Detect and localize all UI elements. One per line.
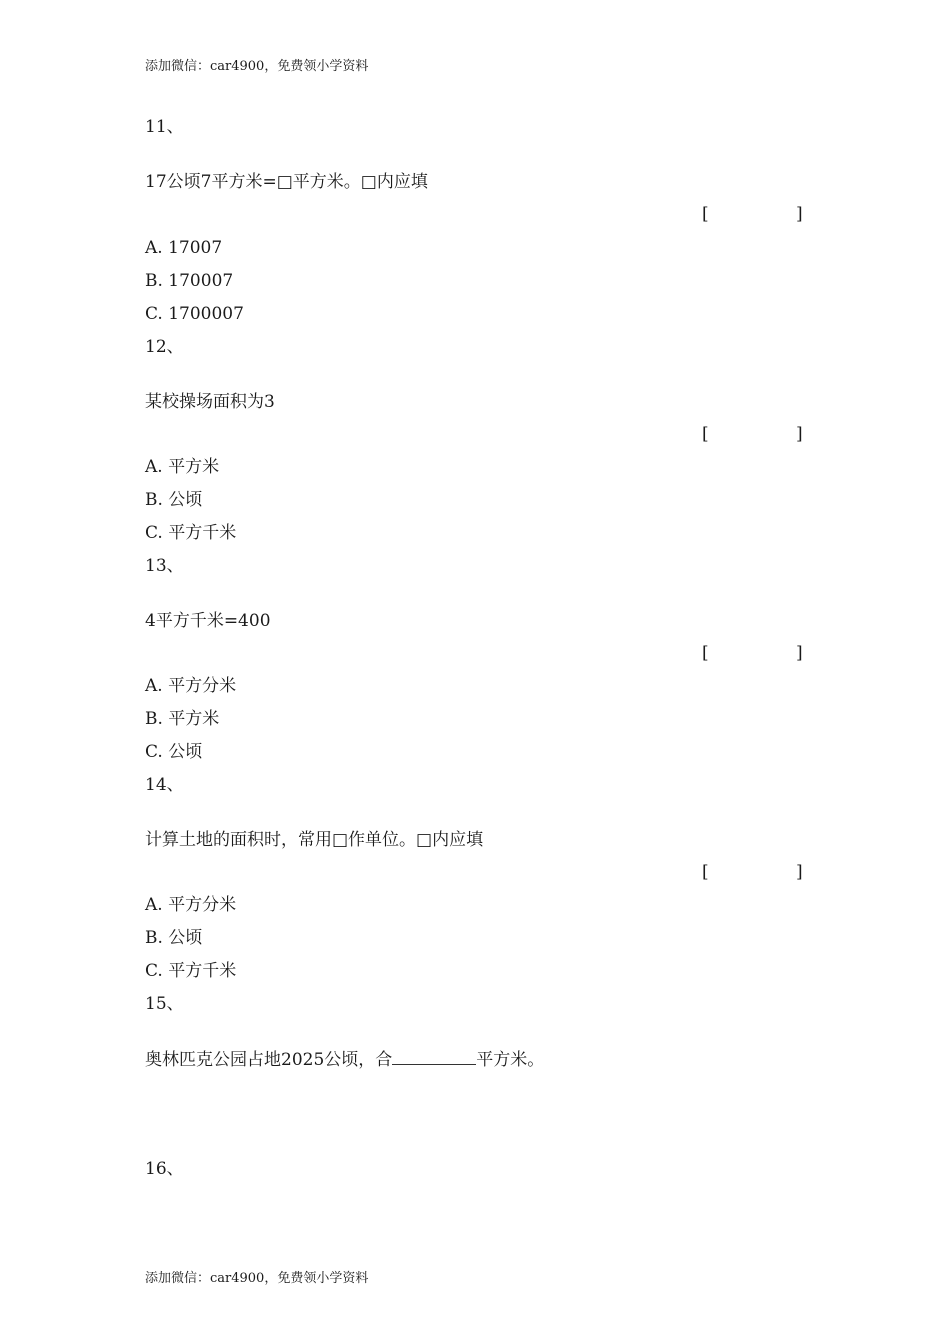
question-12-option-a: A. 平方米	[145, 457, 220, 477]
question-12-bracket-left: [	[702, 424, 709, 444]
question-11-option-a: A. 17007	[145, 238, 223, 258]
question-12-number: 12、	[145, 337, 184, 357]
question-11-stem: 17公顷7平方米=□平方米。□内应填	[145, 172, 428, 192]
question-14-number: 14、	[145, 775, 184, 795]
question-11-number: 11、	[145, 117, 184, 137]
question-13-stem: 4平方千米=400	[145, 611, 271, 631]
question-13-bracket-right: ]	[796, 643, 803, 663]
question-11-option-b: B. 170007	[145, 271, 234, 291]
question-14-option-b: B. 公顷	[145, 928, 203, 948]
answer-blank	[392, 1048, 476, 1065]
question-15-number: 15、	[145, 994, 184, 1014]
question-16-number: 16、	[145, 1159, 184, 1179]
header-note: 添加微信：car4900，免费领小学资料	[145, 59, 369, 74]
question-12-stem: 某校操场面积为3	[145, 392, 275, 412]
question-12-bracket-right: ]	[796, 424, 803, 444]
question-11-option-c: C. 1700007	[145, 304, 244, 324]
question-13-number: 13、	[145, 556, 184, 576]
question-12-option-b: B. 公顷	[145, 490, 203, 510]
question-15-stem-after: 平方米。	[476, 1050, 545, 1070]
question-15-stem	[145, 1048, 544, 1071]
question-13-option-b: B. 平方米	[145, 709, 220, 729]
question-11-bracket-left: [	[702, 204, 709, 224]
question-14-option-c: C. 平方千米	[145, 961, 237, 981]
question-15-stem-before: 奥林匹克公园占地2025公顷，合	[145, 1050, 393, 1070]
question-13-option-a: A. 平方分米	[145, 676, 237, 696]
question-11-bracket-right: ]	[796, 204, 803, 224]
question-14-stem: 计算土地的面积时，常用□作单位。□内应填	[145, 830, 484, 850]
question-14-bracket-right: ]	[796, 862, 803, 882]
question-13-bracket-left: [	[702, 643, 709, 663]
question-14-option-a: A. 平方分米	[145, 895, 237, 915]
question-13-option-c: C. 公顷	[145, 742, 203, 762]
footer-note: 添加微信：car4900，免费领小学资料	[145, 1271, 369, 1286]
question-12-option-c: C. 平方千米	[145, 523, 237, 543]
question-14-bracket-left: [	[702, 862, 709, 882]
